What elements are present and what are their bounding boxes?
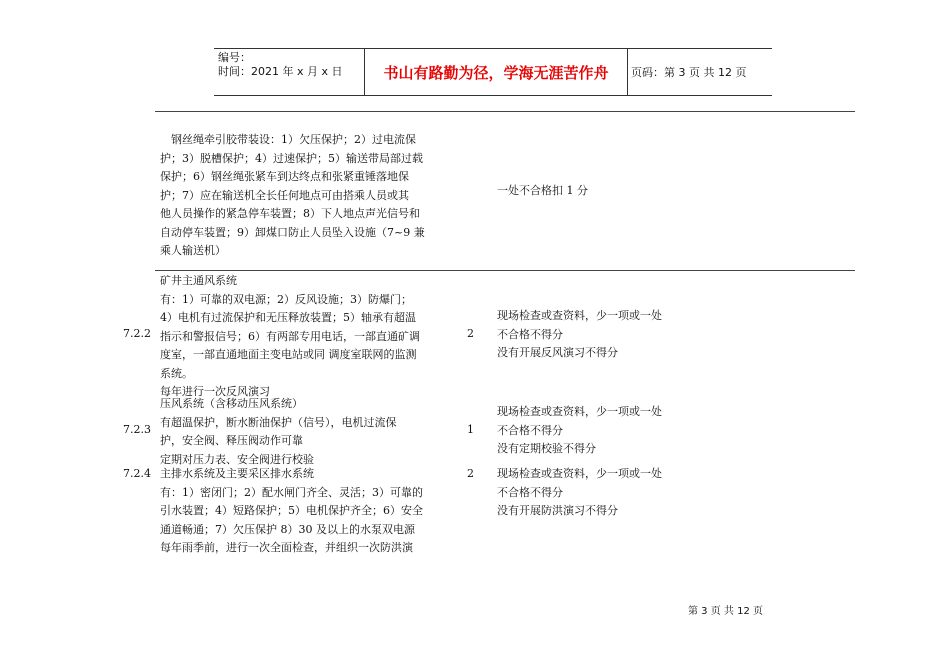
row-divider — [155, 270, 855, 271]
criteria-line: 现场检查或查资料，少一项或一处 — [497, 309, 662, 322]
table-row — [160, 131, 425, 261]
requirement-line: 矿井主通风系统 — [160, 274, 237, 287]
header-time-label: 时间：2021 年 x 月 x 日 — [218, 65, 343, 78]
requirement-line: 自动停车装置；9）卸煤口防止人员坠入设施（7~9 兼 — [160, 225, 425, 239]
table-row — [160, 395, 397, 469]
criteria-line: 没有定期校验不得分 — [497, 442, 596, 455]
criteria-line: 不合格不得分 — [497, 485, 563, 499]
page-footer: 第 3 页 共 12 页 — [688, 606, 763, 617]
requirement-line: 护，安全阀、释压阀动作可靠 — [160, 434, 303, 447]
requirement-line: 护；7）应在输送机全长任何地点可由搭乘人员或其 — [160, 188, 409, 202]
requirement-line: 保护；6）钢丝绳张紧车到达终点和张紧重锤落地保 — [160, 170, 409, 183]
table-row — [160, 465, 423, 558]
scoring-criteria — [497, 182, 588, 201]
requirement-line: 主排水系统及主要采区排水系统 — [160, 467, 314, 480]
table-row — [160, 272, 420, 402]
criteria-line: 现场检查或查资料，少一项或一处 — [497, 405, 662, 418]
criteria-line: 现场检查或查资料，少一项或一处 — [497, 467, 662, 480]
requirement-line: 通道畅通；7）欠压保护 8）30 及以上的水泵双电源 — [160, 522, 415, 536]
requirement-line: 定期对压力表、安全阀进行校验 — [160, 452, 314, 466]
requirement-line: 乘人输送机） — [160, 244, 226, 257]
requirement-line: 指示和警报信号；6）有两部专用电话，一部直通矿调 — [160, 329, 420, 343]
criteria-line: 不合格不得分 — [497, 423, 563, 437]
requirement-line: 有：1）可靠的双电源；2）反风设施；3）防爆门； — [160, 292, 412, 306]
requirement-line: 他人员操作的紧急停车装置；8）下人地点声光信号和 — [160, 207, 420, 220]
item-number: 7.2.3 — [123, 423, 151, 436]
criteria-line: 一处不合格扣 1 分 — [497, 184, 588, 197]
scoring-criteria — [497, 403, 662, 459]
criteria-line: 没有开展反风演习不得分 — [497, 346, 618, 359]
requirement-line: 钢丝绳牵引胶带装设：1）欠压保护；2）过电流保 — [160, 133, 416, 146]
table-top-border — [155, 111, 855, 112]
header-motto: 书山有路勤为径，学海无涯苦作舟 — [364, 49, 628, 95]
requirement-line: 度室，一部直通地面主变电站或同 调度室联网的监测 — [160, 348, 417, 361]
scoring-criteria — [497, 307, 662, 363]
requirement-line: 引水装置；4）短路保护；5）电机保护齐全；6）安全 — [160, 504, 423, 517]
header-meta — [214, 49, 364, 95]
scoring-criteria — [497, 465, 662, 521]
requirement-line: 有超温保护，断水断油保护（信号），电机过流保 — [160, 415, 397, 429]
header-number-label: 编号： — [218, 51, 251, 64]
requirement-line: 护；3）脱槽保护；4）过速保护；5）输送带局部过载 — [160, 151, 423, 165]
page-header — [214, 48, 772, 96]
requirement-line: 系统。 — [160, 366, 193, 380]
criteria-line: 没有开展防洪演习不得分 — [497, 504, 618, 517]
item-number: 7.2.2 — [123, 327, 151, 340]
header-page-info: 页码：第 3 页 共 12 页 — [631, 66, 747, 79]
score-value: 2 — [467, 327, 474, 340]
requirement-line: 4）电机有过流保护和无压释放装置；5）轴承有超温 — [160, 311, 416, 324]
score-value: 1 — [467, 423, 474, 436]
requirement-line: 每年进行一次反风演习 — [160, 385, 270, 398]
requirement-line: 压风系统（含移动压风系统） — [160, 397, 303, 410]
requirement-line: 有：1）密闭门；2）配水闸门齐全、灵活；3）可靠的 — [160, 485, 423, 499]
criteria-line: 不合格不得分 — [497, 327, 563, 341]
requirement-line: 每年雨季前，进行一次全面检查，并组织一次防洪演 — [160, 541, 413, 554]
score-value: 2 — [467, 467, 474, 480]
item-number: 7.2.4 — [123, 467, 151, 480]
